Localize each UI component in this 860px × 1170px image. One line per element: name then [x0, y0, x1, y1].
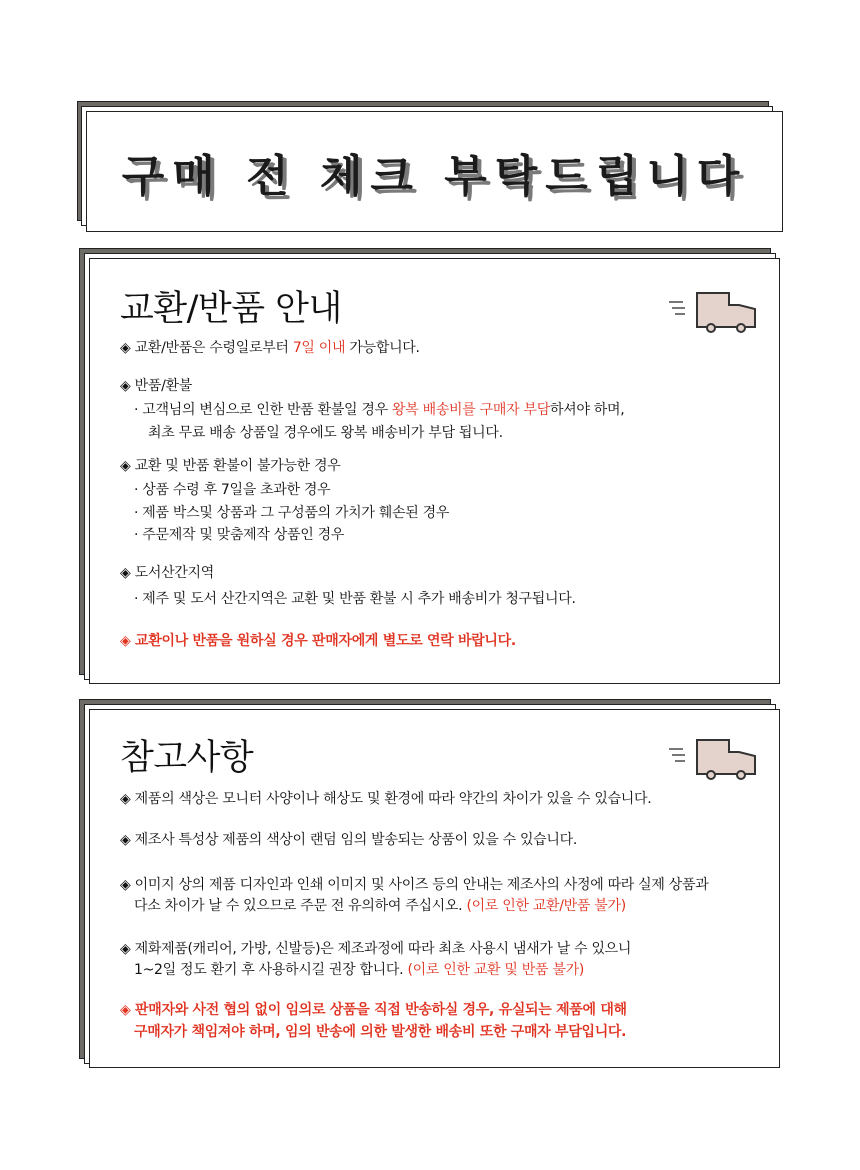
noreturn-item: · 상품 수령 후 7일을 초과한 경우 [134, 482, 331, 498]
delivery-truck-icon [667, 736, 761, 782]
note-item-cont: 1~2일 정도 환기 후 사용하시길 권장 합니다. (이로 인한 교환 및 반품 불가) [134, 962, 584, 978]
exchange-return-card [79, 248, 781, 685]
refund-item-cont: 최초 무료 배송 상품일 경우에도 왕복 배송비가 부담 됩니다. [148, 425, 503, 441]
banner-title: 구매 전 체크 부탁드립니다 [121, 150, 748, 202]
warning-note-cont: 구매자가 책임져야 하며, 임의 반송에 의한 발생한 배송비 또한 구매자 부담입니다. [134, 1024, 627, 1040]
card-face [89, 709, 780, 1068]
island-heading: ◈ 도서산간지역 [120, 565, 214, 581]
noreturn-item: · 제품 박스및 상품과 그 구성품의 가치가 훼손된 경우 [134, 505, 450, 521]
notes-card [79, 699, 781, 1069]
exchange-period-note: ◈ 교환/반품은 수령일로부터 7일 이내 가능합니다. [120, 340, 420, 356]
refund-heading: ◈ 반품/환불 [120, 378, 192, 394]
banner-face [86, 111, 783, 232]
refund-item: · 고객님의 변심으로 인한 반품 환불일 경우 왕복 배송비를 구매자 부담하셔야 하며, [134, 402, 625, 418]
note-item: ◈ 제조사 특성상 제품의 색상이 랜덤 임의 발송되는 상품이 있을 수 있습니다. [120, 832, 577, 848]
note-item-cont: 다소 차이가 날 수 있으므로 주문 전 유의하여 주십시오. (이로 인한 교환/반품 불가) [134, 898, 626, 914]
card-face [89, 258, 780, 684]
noreturn-item: · 주문제작 및 맞춤제작 상품인 경우 [134, 527, 345, 543]
title-banner [77, 101, 784, 233]
note-item: ◈ 제품의 색상은 모니터 사양이나 해상도 및 환경에 따라 약간의 차이가 있을 수 있습니다. [120, 791, 652, 807]
section-title: 참고사항 [120, 738, 254, 778]
island-item: · 제주 및 도서 산간지역은 교환 및 반품 환불 시 추가 배송비가 청구됩니다. [134, 591, 576, 607]
note-item: ◈ 이미지 상의 제품 디자인과 인쇄 이미지 및 사이즈 등의 안내는 제조사의 사정에 따라 실제 상품과 [120, 877, 709, 893]
contact-note: ◈ 교환이나 반품을 원하실 경우 판매자에게 별도로 연락 바랍니다. [120, 633, 516, 649]
delivery-truck-icon [667, 289, 761, 335]
section-title: 교환/반품 안내 [120, 289, 342, 329]
noreturn-heading: ◈ 교환 및 반품 환불이 불가능한 경우 [120, 458, 341, 474]
note-item: ◈ 제화제품(캐리어, 가방, 신발등)은 제조과정에 따라 최초 사용시 냄새가 날 수 있으니 [120, 941, 632, 957]
warning-note: ◈ 판매자와 사전 협의 없이 임의로 상품을 직접 반송하실 경우, 유실되는 제품에 대해 [120, 1002, 627, 1018]
